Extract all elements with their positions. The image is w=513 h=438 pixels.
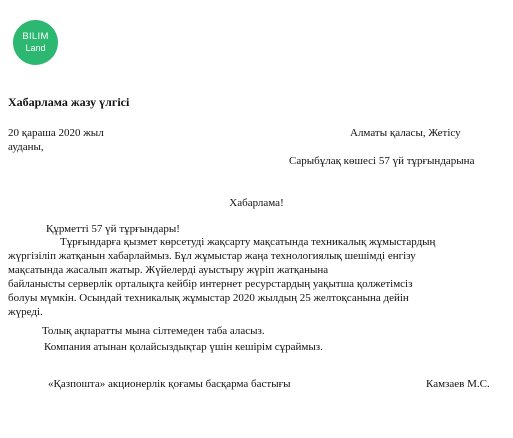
signature-position: «Қазпошта» акционерлік қоғамы басқарма бастығы <box>48 378 291 390</box>
apology-line: Компания атынан қолайсыздықтар үшін кешірім сұраймыз. <box>44 341 323 353</box>
body-line: жүреді. <box>8 306 43 318</box>
body-line: жүргізіліп жатқанын хабарлаймыз. Бұл жұмыстар жаңа технологиялық шешімді енгізу <box>8 250 416 262</box>
body-line: байланысты серверлік орталықта кейбір интернет ресурстардың уақытша қолжетімсіз <box>8 278 413 290</box>
date-text: 20 қараша 2020 жыл <box>8 127 104 139</box>
address-line1: Алматы қаласы, Жетісу <box>350 127 461 139</box>
page-title: Хабарлама жазу үлгісі <box>8 95 130 109</box>
body-line: мақсатында жасалып жатыр. Жүйелерді ауыстыру жүріп жатқанына <box>8 264 329 276</box>
notice-body <box>8 235 508 319</box>
logo-line2: Land <box>25 43 46 53</box>
address-line2: ауданы, <box>8 141 44 153</box>
body-line: Тұрғындарға қызмет көрсетуді жақсарту мақсатында техникалық жұмыстардың <box>60 236 436 248</box>
notice-title: Хабарлама! <box>229 197 284 209</box>
info-line: Толық ақпаратты мына сілтемеден таба аласыз. <box>42 325 265 337</box>
bilimland-logo <box>13 20 58 65</box>
signature-name: Камзаев М.С. <box>426 378 490 390</box>
logo-line1: BILIM <box>22 31 49 42</box>
address-line3: Сарыбұлақ көшесі 57 үй тұрғындарына <box>289 155 475 167</box>
body-line: болуы мүмкін. Осындай техникалық жұмыстар 2020 жылдың 25 желтоқсанына дейін <box>8 292 409 304</box>
greeting: Құрметті 57 үй тұрғындары! <box>46 223 180 235</box>
